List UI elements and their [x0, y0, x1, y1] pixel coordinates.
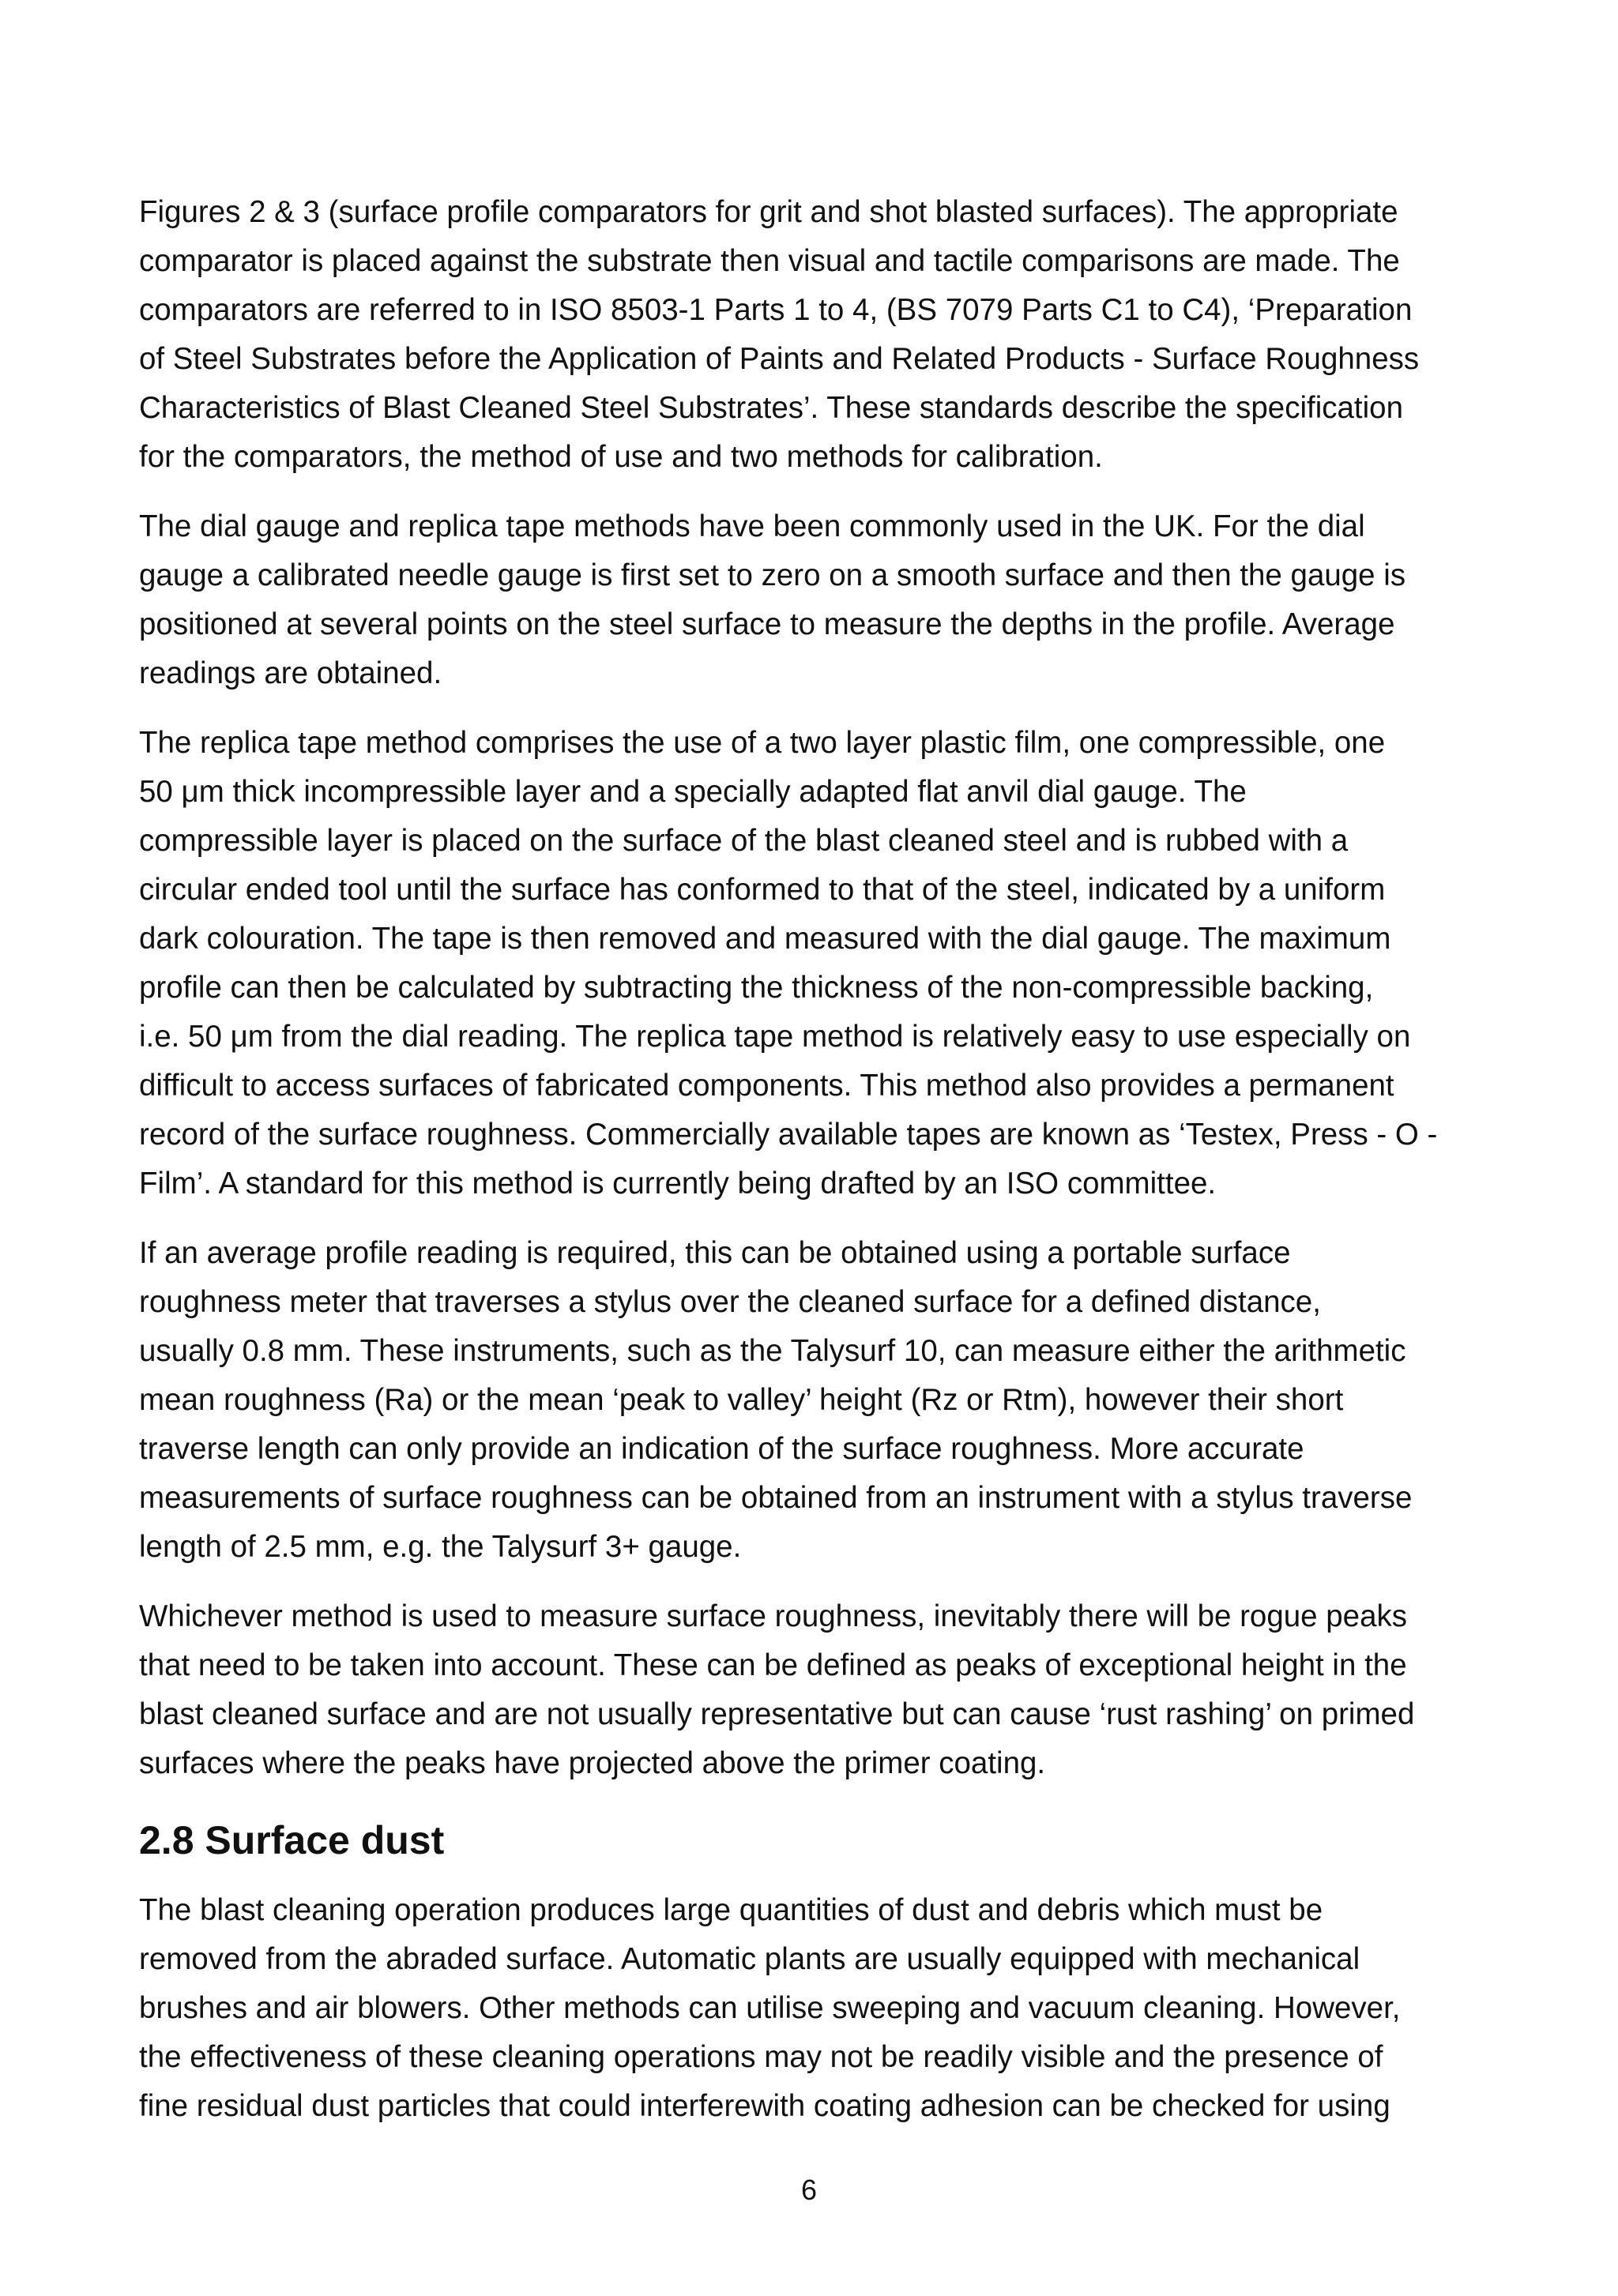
text-line: The blast cleaning operation produces large quantities of dust and debris which must be — [139, 1893, 1323, 1927]
text-line: length of 2.5 mm, e.g. the Talysurf 3+ gauge. — [139, 1530, 742, 1564]
text-line: comparator is placed against the substrate then visual and tactile comparisons are made. The — [139, 244, 1400, 278]
text-line: the effectiveness of these cleaning operations may not be readily visible and the presence of — [139, 2040, 1383, 2074]
text-line: circular ended tool until the surface has conformed to that of the steel, indicated by a uniform — [139, 873, 1386, 907]
text-line: difficult to access surfaces of fabricated components. This method also provides a permanent — [139, 1069, 1394, 1103]
text-line: i.e. 50 μm from the dial reading. The replica tape method is relatively easy to use especially on — [139, 1020, 1411, 1054]
text-line: removed from the abraded surface. Automatic plants are usually equipped with mechanical — [139, 1942, 1360, 1976]
text-line: record of the surface roughness. Commercially available tapes are known as ‘Testex, Press - O - — [139, 1118, 1438, 1152]
text-line: comparators are referred to in ISO 8503-1 Parts 1 to 4, (BS 7079 Parts C1 to C4), ‘Preparation — [139, 293, 1413, 327]
text-line: profile can then be calculated by subtracting the thickness of the non-compressible backing, — [139, 971, 1374, 1005]
text-line: for the comparators, the method of use and two methods for calibration. — [139, 440, 1103, 474]
text-line: measurements of surface roughness can be obtained from an instrument with a stylus traverse — [139, 1481, 1413, 1515]
text-line: Figures 2 & 3 (surface profile comparators for grit and shot blasted surfaces). The appropriate — [139, 195, 1398, 229]
section-heading: 2.8 Surface dust — [139, 1818, 445, 1862]
text-line: fine residual dust particles that could interferewith coating adhesion can be checked for using — [139, 2089, 1390, 2123]
text-line: mean roughness (Ra) or the mean ‘peak to valley’ height (Rz or Rtm), however their short — [139, 1383, 1344, 1417]
text-line: 50 μm thick incompressible layer and a specially adapted flat anvil dial gauge. The — [139, 775, 1247, 809]
text-line: Film’. A standard for this method is currently being drafted by an ISO committee. — [139, 1167, 1217, 1201]
text-line: blast cleaned surface and are not usually representative but can cause ‘rust rashing’ on primed — [139, 1697, 1415, 1731]
text-line: readings are obtained. — [139, 656, 442, 690]
text-line: If an average profile reading is required, this can be obtained using a portable surface — [139, 1236, 1291, 1270]
text-line: that need to be taken into account. These can be defined as peaks of exceptional height in the — [139, 1648, 1407, 1682]
text-line: brushes and air blowers. Other methods can utilise sweeping and vacuum cleaning. However, — [139, 1991, 1401, 2025]
text-line: gauge a calibrated needle gauge is first set to zero on a smooth surface and then the gauge is — [139, 558, 1406, 592]
text-line: compressible layer is placed on the surface of the blast cleaned steel and is rubbed with a — [139, 824, 1349, 858]
paragraph-replica-tape — [139, 719, 1498, 1208]
paragraph-rogue-peaks — [139, 1592, 1498, 1788]
text-line: traverse length can only provide an indication of the surface roughness. More accurate — [139, 1432, 1304, 1466]
text-line: of Steel Substrates before the Application of Paints and Related Products - Surface Roughness — [139, 342, 1420, 376]
text-line: positioned at several points on the steel surface to measure the depths in the profile. Average — [139, 607, 1395, 641]
text-line: The replica tape method comprises the use of a two layer plastic film, one compressible, one — [139, 726, 1386, 760]
text-line: Characteristics of Blast Cleaned Steel Substrates’. These standards describe the specification — [139, 391, 1404, 425]
document-body — [139, 188, 1498, 2151]
paragraph-comparators — [139, 188, 1498, 482]
paragraph-dial-gauge — [139, 502, 1498, 698]
text-line: surfaces where the peaks have projected above the primer coating. — [139, 1746, 1046, 1780]
page-number: 6 — [800, 2174, 818, 2206]
text-line: Whichever method is used to measure surface roughness, inevitably there will be rogue peaks — [139, 1599, 1408, 1633]
paragraph-roughness-meter — [139, 1229, 1498, 1572]
text-line: dark colouration. The tape is then removed and measured with the dial gauge. The maximum — [139, 922, 1391, 956]
text-line: The dial gauge and replica tape methods have been commonly used in the UK. For the dial — [139, 509, 1365, 543]
text-line: usually 0.8 mm. These instruments, such as the Talysurf 10, can measure either the arithmetic — [139, 1334, 1406, 1368]
text-line: roughness meter that traverses a stylus over the cleaned surface for a defined distance, — [139, 1285, 1321, 1319]
paragraph-surface-dust — [139, 1886, 1498, 2131]
